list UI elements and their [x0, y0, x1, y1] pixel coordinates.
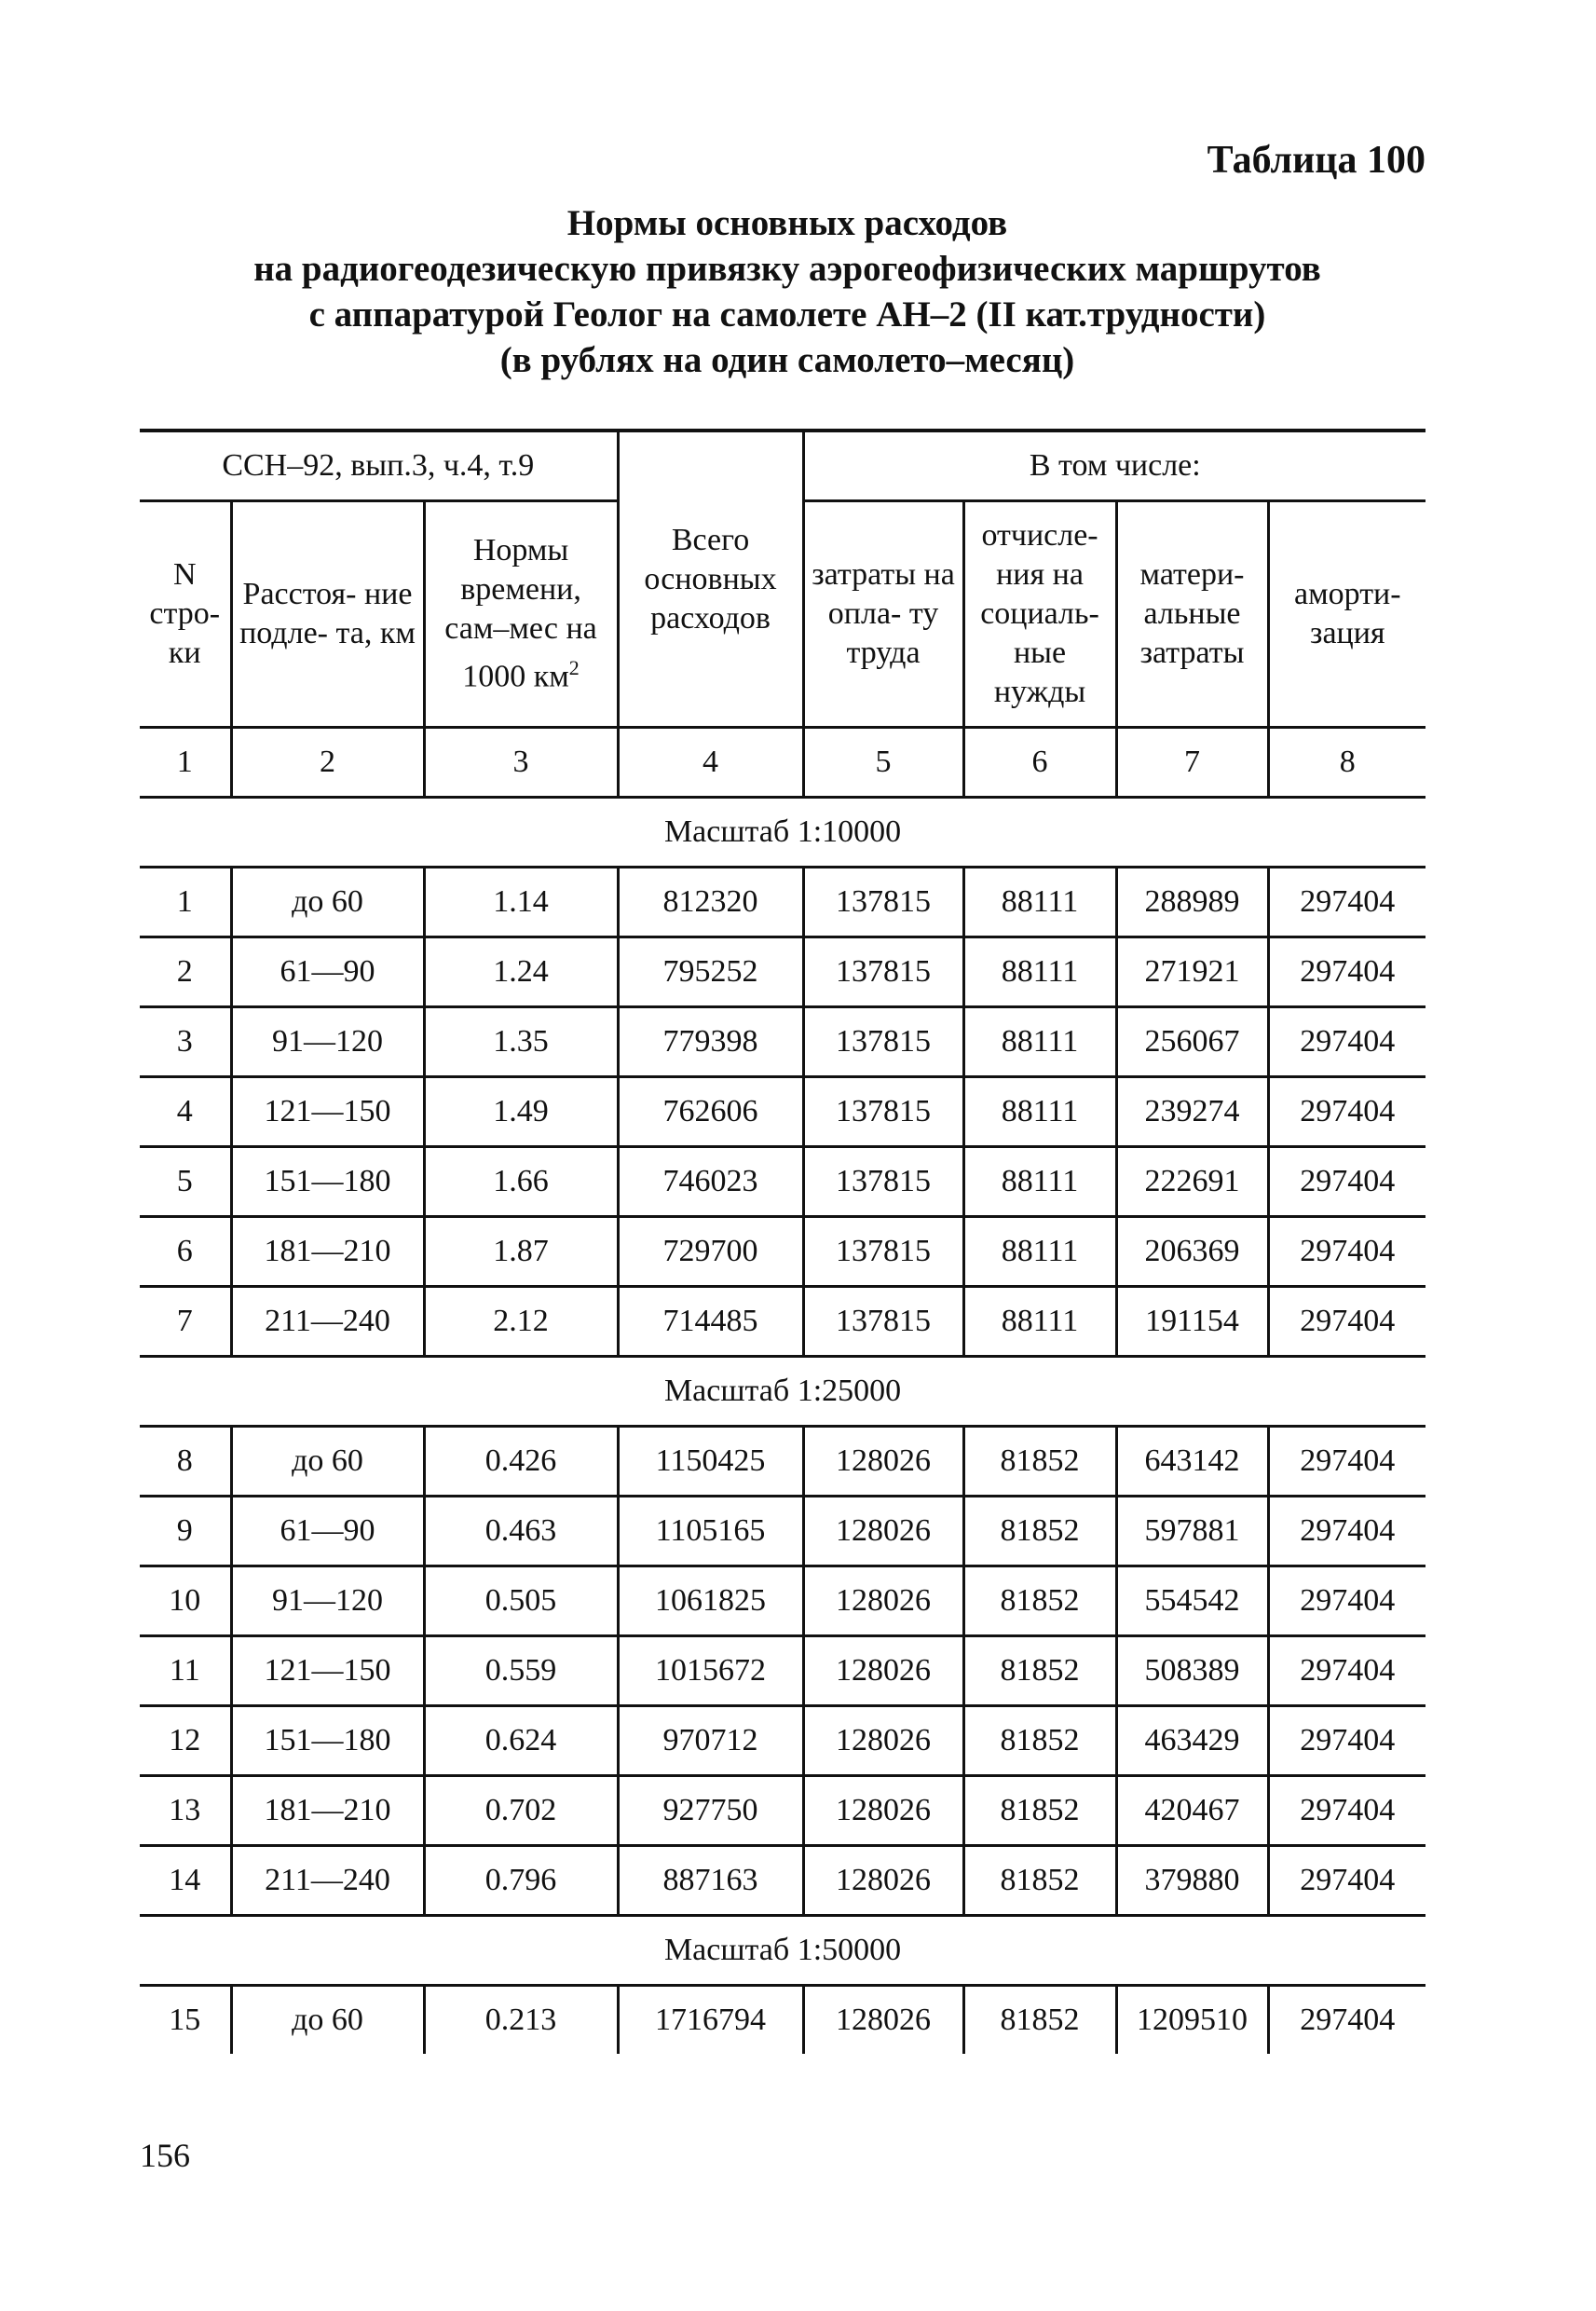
header-time-norm-text: Нормы времени, сам–мес на 1000 км	[444, 533, 597, 694]
header-time-norm-superscript: 2	[568, 656, 580, 680]
cell-amortization: 297404	[1268, 1147, 1425, 1217]
cell-labor-cost: 128026	[803, 1846, 963, 1916]
cell-labor-cost: 128026	[803, 1566, 963, 1636]
cell-total: 1105165	[618, 1497, 803, 1566]
cell-total: 1150425	[618, 1427, 803, 1497]
cell-distance: 181—210	[231, 1776, 424, 1846]
cell-distance: 181—210	[231, 1217, 424, 1287]
section-row	[140, 1916, 1425, 1986]
cell-distance: 61—90	[231, 1497, 424, 1566]
column-number: 6	[963, 728, 1116, 798]
cell-row-number: 13	[140, 1776, 231, 1846]
cell-distance: 211—240	[231, 1287, 424, 1357]
cell-distance: 211—240	[231, 1846, 424, 1916]
cell-total: 1716794	[618, 1986, 803, 2055]
table-heading	[186, 200, 1388, 383]
cell-amortization: 297404	[1268, 1497, 1425, 1566]
cell-amortization: 297404	[1268, 1566, 1425, 1636]
cell-time-norm: 2.12	[424, 1287, 618, 1357]
column-number-row	[140, 728, 1425, 798]
cell-amortization: 297404	[1268, 1217, 1425, 1287]
heading-line: Нормы основных расходов	[566, 203, 1008, 243]
cell-distance: 91—120	[231, 1566, 424, 1636]
table-label: Таблица 100	[1207, 139, 1425, 182]
cell-distance: 151—180	[231, 1147, 424, 1217]
column-number: 7	[1116, 728, 1268, 798]
cell-social-contrib: 81852	[963, 1776, 1116, 1846]
cell-social-contrib: 88111	[963, 1077, 1116, 1147]
cell-material-cost: 288989	[1116, 868, 1268, 937]
cell-labor-cost: 128026	[803, 1497, 963, 1566]
cell-row-number: 8	[140, 1427, 231, 1497]
cell-social-contrib: 81852	[963, 1566, 1116, 1636]
cell-material-cost: 271921	[1116, 937, 1268, 1007]
table-row	[140, 868, 1425, 937]
table-row	[140, 1636, 1425, 1706]
cell-labor-cost: 137815	[803, 1147, 963, 1217]
cell-total: 795252	[618, 937, 803, 1007]
table-row	[140, 1986, 1425, 2055]
cell-row-number: 6	[140, 1217, 231, 1287]
cell-distance: до 60	[231, 1986, 424, 2055]
cell-time-norm: 0.463	[424, 1497, 618, 1566]
column-number: 4	[618, 728, 803, 798]
cell-total: 746023	[618, 1147, 803, 1217]
table-row	[140, 1846, 1425, 1916]
cell-distance: 61—90	[231, 937, 424, 1007]
cell-labor-cost: 128026	[803, 1636, 963, 1706]
cell-labor-cost: 128026	[803, 1776, 963, 1846]
header-including-group: В том числе:	[803, 431, 1425, 501]
header-amortization: аморти- зация	[1268, 501, 1425, 728]
section-row	[140, 798, 1425, 868]
cell-social-contrib: 81852	[963, 1986, 1116, 2055]
header-labor-cost: затраты на опла- ту труда	[803, 501, 963, 728]
table-row	[140, 1147, 1425, 1217]
header-time-norm	[424, 501, 618, 728]
cell-row-number: 9	[140, 1497, 231, 1566]
header-ssn-group: ССН–92, вып.3, ч.4, т.9	[140, 431, 618, 501]
cell-social-contrib: 88111	[963, 937, 1116, 1007]
norms-table	[140, 429, 1425, 2054]
table-row	[140, 1077, 1425, 1147]
section-title: Масштаб 1:10000	[140, 798, 1425, 868]
cell-total: 1015672	[618, 1636, 803, 1706]
cell-material-cost: 222691	[1116, 1147, 1268, 1217]
cell-labor-cost: 128026	[803, 1427, 963, 1497]
header-total: Всего основных расходов	[618, 431, 803, 728]
cell-material-cost: 643142	[1116, 1427, 1268, 1497]
cell-row-number: 4	[140, 1077, 231, 1147]
cell-total: 927750	[618, 1776, 803, 1846]
cell-social-contrib: 88111	[963, 1007, 1116, 1077]
section-title: Масштаб 1:50000	[140, 1916, 1425, 1986]
header-distance: Расстоя- ние подле- та, км	[231, 501, 424, 728]
heading-line: (в рублях на один самолето–месяц)	[499, 340, 1075, 380]
column-number: 2	[231, 728, 424, 798]
cell-material-cost: 554542	[1116, 1566, 1268, 1636]
header-row-number: N стро- ки	[140, 501, 231, 728]
cell-total: 762606	[618, 1077, 803, 1147]
cell-social-contrib: 81852	[963, 1706, 1116, 1776]
column-number: 3	[424, 728, 618, 798]
cell-labor-cost: 137815	[803, 1287, 963, 1357]
cell-amortization: 297404	[1268, 1846, 1425, 1916]
cell-labor-cost: 128026	[803, 1706, 963, 1776]
table-row	[140, 1217, 1425, 1287]
cell-total: 812320	[618, 868, 803, 937]
cell-amortization: 297404	[1268, 1636, 1425, 1706]
cell-row-number: 7	[140, 1287, 231, 1357]
cell-amortization: 297404	[1268, 1287, 1425, 1357]
cell-distance: 121—150	[231, 1077, 424, 1147]
cell-time-norm: 1.35	[424, 1007, 618, 1077]
column-number: 8	[1268, 728, 1425, 798]
table-body	[140, 798, 1425, 2055]
cell-time-norm: 1.49	[424, 1077, 618, 1147]
heading-line: с аппаратурой Геолог на самолете АН–2 (II кат.трудности)	[308, 294, 1266, 335]
cell-time-norm: 0.505	[424, 1566, 618, 1636]
cell-material-cost: 508389	[1116, 1636, 1268, 1706]
cell-distance: 151—180	[231, 1706, 424, 1776]
cell-labor-cost: 137815	[803, 1007, 963, 1077]
cell-social-contrib: 81852	[963, 1497, 1116, 1566]
cell-distance: до 60	[231, 868, 424, 937]
cell-labor-cost: 137815	[803, 1217, 963, 1287]
cell-amortization: 297404	[1268, 1427, 1425, 1497]
cell-social-contrib: 88111	[963, 1217, 1116, 1287]
cell-time-norm: 1.66	[424, 1147, 618, 1217]
cell-time-norm: 0.426	[424, 1427, 618, 1497]
cell-material-cost: 239274	[1116, 1077, 1268, 1147]
cell-row-number: 1	[140, 868, 231, 937]
cell-total: 970712	[618, 1706, 803, 1776]
cell-labor-cost: 137815	[803, 1077, 963, 1147]
cell-time-norm: 1.24	[424, 937, 618, 1007]
table-row	[140, 1287, 1425, 1357]
cell-time-norm: 0.796	[424, 1846, 618, 1916]
column-number: 1	[140, 728, 231, 798]
cell-labor-cost: 137815	[803, 937, 963, 1007]
cell-social-contrib: 88111	[963, 1287, 1116, 1357]
cell-material-cost: 256067	[1116, 1007, 1268, 1077]
cell-row-number: 5	[140, 1147, 231, 1217]
cell-total: 1061825	[618, 1566, 803, 1636]
table-row	[140, 1497, 1425, 1566]
cell-labor-cost: 128026	[803, 1986, 963, 2055]
cell-row-number: 12	[140, 1706, 231, 1776]
cell-distance: до 60	[231, 1427, 424, 1497]
section-title: Масштаб 1:25000	[140, 1357, 1425, 1427]
cell-material-cost: 1209510	[1116, 1986, 1268, 2055]
cell-total: 729700	[618, 1217, 803, 1287]
cell-material-cost: 379880	[1116, 1846, 1268, 1916]
table-row	[140, 1566, 1425, 1636]
cell-material-cost: 463429	[1116, 1706, 1268, 1776]
cell-row-number: 11	[140, 1636, 231, 1706]
cell-labor-cost: 137815	[803, 868, 963, 937]
cell-row-number: 2	[140, 937, 231, 1007]
table-row	[140, 937, 1425, 1007]
cell-total: 779398	[618, 1007, 803, 1077]
cell-distance: 121—150	[231, 1636, 424, 1706]
header-row-group	[140, 431, 1425, 501]
table-row	[140, 1007, 1425, 1077]
cell-material-cost: 420467	[1116, 1776, 1268, 1846]
cell-amortization: 297404	[1268, 1007, 1425, 1077]
table-row	[140, 1706, 1425, 1776]
cell-amortization: 297404	[1268, 1706, 1425, 1776]
section-row	[140, 1357, 1425, 1427]
cell-material-cost: 597881	[1116, 1497, 1268, 1566]
cell-amortization: 297404	[1268, 1986, 1425, 2055]
header-material-cost: матери- альные затраты	[1116, 501, 1268, 728]
cell-time-norm: 0.559	[424, 1636, 618, 1706]
heading-line: на радиогеодезическую привязку аэрогеофизических маршрутов	[253, 249, 1321, 289]
cell-row-number: 3	[140, 1007, 231, 1077]
table-row	[140, 1427, 1425, 1497]
cell-row-number: 10	[140, 1566, 231, 1636]
cell-row-number: 14	[140, 1846, 231, 1916]
cell-amortization: 297404	[1268, 1077, 1425, 1147]
cell-social-contrib: 81852	[963, 1636, 1116, 1706]
cell-time-norm: 1.14	[424, 868, 618, 937]
cell-total: 887163	[618, 1846, 803, 1916]
cell-row-number: 15	[169, 2003, 201, 2037]
cell-social-contrib: 81852	[963, 1846, 1116, 1916]
cell-time-norm: 1.87	[424, 1217, 618, 1287]
table-row	[140, 1776, 1425, 1846]
cell-distance: 91—120	[231, 1007, 424, 1077]
cell-time-norm: 0.702	[424, 1776, 618, 1846]
cell-social-contrib: 81852	[963, 1427, 1116, 1497]
cell-social-contrib: 88111	[963, 868, 1116, 937]
column-number: 5	[803, 728, 963, 798]
page-number: 156	[140, 2137, 190, 2174]
cell-material-cost: 206369	[1116, 1217, 1268, 1287]
cell-material-cost: 191154	[1116, 1287, 1268, 1357]
cell-amortization: 297404	[1268, 937, 1425, 1007]
cell-time-norm: 0.624	[424, 1706, 618, 1776]
cell-social-contrib: 88111	[963, 1147, 1116, 1217]
cell-time-norm: 0.213	[424, 1986, 618, 2055]
cell-amortization: 297404	[1268, 868, 1425, 937]
cell-amortization: 297404	[1268, 1776, 1425, 1846]
cell-total: 714485	[618, 1287, 803, 1357]
header-social-contrib: отчисле- ния на социаль- ные нужды	[963, 501, 1116, 728]
